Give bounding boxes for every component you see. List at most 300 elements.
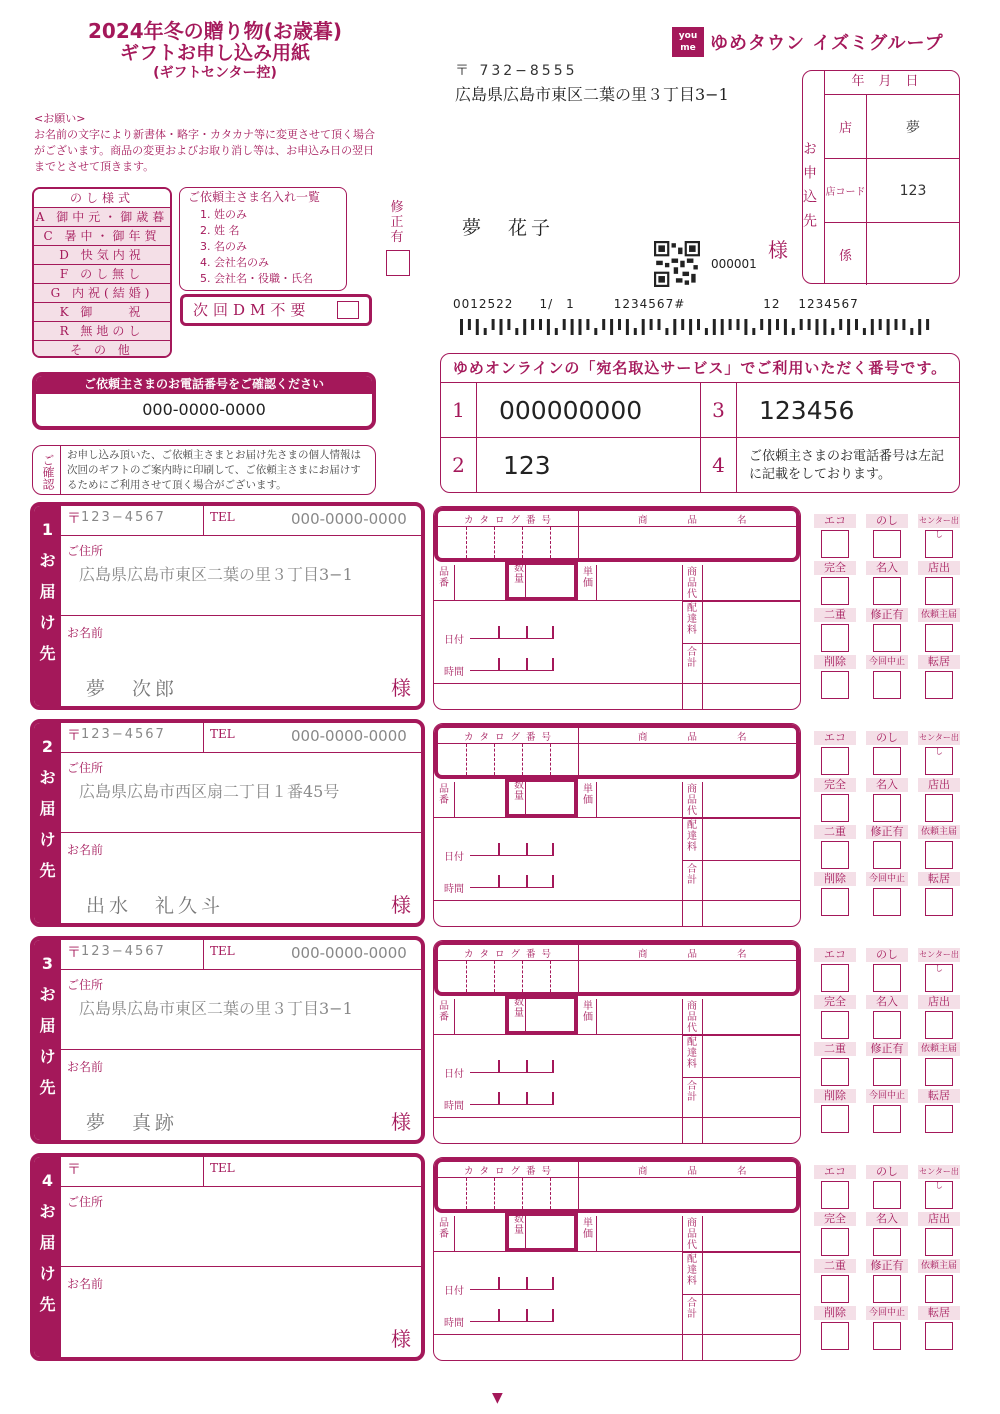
check-item [918,1165,960,1209]
check-box[interactable] [925,841,953,869]
check-item [918,608,960,652]
barcode-bar [681,319,684,330]
barcode-bar [784,319,787,335]
check-box[interactable] [873,577,901,605]
check-label: エコ [814,514,856,528]
check-item [866,872,908,916]
badge-bottom: me [680,43,696,53]
check-label: エコ [814,731,856,745]
tel-label: TEL [203,723,235,752]
check-box[interactable] [873,841,901,869]
noshi-item: C 暑中・御年賀 [34,227,170,246]
address-label: ご住所 [67,761,104,775]
check-item [918,1089,960,1133]
requester-name: 夢 花子 [462,217,555,239]
serial-number: 000001 [711,257,757,271]
online-service-box [440,353,960,493]
dest-name[interactable]: 夢 真跡 [86,1112,179,1134]
privacy-notice [32,445,376,495]
title-line2: ギフトお申し込み用紙 [119,42,310,64]
price-divider [702,1035,703,1144]
product-block [433,723,801,927]
dest-name[interactable]: 夢 次郎 [86,678,179,700]
check-item [814,1089,856,1133]
check-box[interactable] [873,1011,901,1039]
catalog-digit-divider [466,744,467,775]
check-box[interactable] [925,888,953,916]
catalog-digit-divider [466,527,467,558]
barcode-bar [468,319,471,330]
product-block [433,940,801,1144]
postal-barcode-icon [460,319,934,335]
noshi-item: F のし無し [34,265,170,284]
online-cell-value: ご依頼主さまのお電話番号は左記に記載をしております。 [749,449,945,482]
catalog-header [438,511,796,527]
check-label: エコ [814,1165,856,1179]
time-input[interactable] [470,876,554,888]
form-title [0,20,430,81]
check-box[interactable] [873,747,901,775]
catalog-no-label: カタログ番号 [464,1166,558,1177]
barcode-bar [594,328,597,335]
barcode-bar [816,319,819,335]
phone-confirm-box [32,372,376,430]
online-cell-num: 4 [701,438,737,492]
check-box[interactable] [925,577,953,605]
price-bottom-line [434,900,800,901]
catalog-divider [578,1162,579,1209]
check-item [814,561,856,605]
check-box[interactable] [821,530,849,558]
check-box[interactable] [925,1275,953,1303]
dest-zip[interactable]: 123−4567 [81,727,166,742]
product-price-label: 商品代 [687,567,697,600]
row-divider [525,565,526,597]
destination-block [30,719,425,927]
noshi-item: そ の 他 [34,341,170,358]
zip-mark: 〒 [67,1162,81,1178]
row-divider [682,782,683,817]
check-box[interactable] [925,1058,953,1086]
check-label: 転居 [918,655,960,669]
catalog-section [434,724,800,779]
dest-zip[interactable]: 123−4567 [81,510,166,525]
online-cell [441,438,701,493]
check-box[interactable] [821,1228,849,1256]
dest-address[interactable]: 広島県広島市東区二葉の里３丁目3−1 [79,565,353,584]
barcode-bar [902,319,905,330]
check-box[interactable] [873,671,901,699]
dest-tel[interactable]: 000-0000-0000 [291,510,407,528]
price-bottom-line [434,683,800,684]
check-label: 名入 [866,561,908,575]
catalog-header [438,1162,796,1178]
check-label: 店出 [918,561,960,575]
check-item [866,825,908,869]
noshi-item: K 御 祝 [34,303,170,322]
product-name-label: 商品名 [638,515,787,526]
product-price-label: 商品代 [687,1001,697,1034]
check-label: センター出し [919,1167,959,1190]
online-cell-num: 3 [701,383,737,437]
row-divider [525,1216,526,1248]
check-label: 転居 [918,1306,960,1320]
barcode-bar [863,328,866,335]
time-label: 時間 [444,1318,464,1329]
catalog-digit-divider [522,961,523,992]
check-label: 二重 [814,608,856,622]
check-box[interactable] [821,624,849,652]
zip-mark: 〒 [67,728,81,744]
quantity-label: 数量 [514,1214,524,1236]
check-label: のし [866,948,908,962]
check-label: センター出し [919,516,959,539]
barcode-bar [879,319,882,330]
address-label: ご住所 [67,1195,104,1209]
check-box[interactable] [821,1011,849,1039]
catalog-digit-divider [550,961,551,992]
check-item [814,995,856,1039]
barcode-bar [689,319,692,335]
destination-label: 2お届け先 [34,723,61,923]
youme-badge [672,27,704,57]
staff-value[interactable] [867,223,959,285]
time-input[interactable] [470,1310,554,1322]
check-label: 修正有 [866,1259,908,1273]
check-box[interactable] [873,1322,901,1350]
total-label: 合計 [687,647,697,669]
dest-honorific: 様 [391,1327,411,1351]
barcode-bar [910,328,913,335]
check-item [918,1259,960,1303]
check-label: 転居 [918,872,960,886]
check-box[interactable] [873,530,901,558]
item-no-label: 品番 [439,1001,449,1023]
name-label: お名前 [67,626,104,640]
dm-optout-checkbox[interactable] [337,301,359,319]
barcode-bar [792,328,795,335]
catalog-divider [578,511,579,558]
brand-name: ゆめタウン イズミグループ [710,33,944,54]
check-item [814,608,856,652]
check-label: 転居 [918,1089,960,1103]
catalog-digit-divider [494,1178,495,1209]
order-date-label: 年月日 [825,71,959,95]
item-qty-row [434,782,800,818]
check-label: のし [866,731,908,745]
check-label: 二重 [814,1259,856,1273]
quantity-box[interactable] [505,778,578,818]
check-box[interactable] [873,794,901,822]
product-block [433,1157,801,1361]
online-cell-num: 2 [441,438,477,492]
check-label: 名入 [866,1212,908,1226]
quantity-box[interactable] [505,995,578,1035]
barcode-bar [729,319,732,330]
brand-logo [672,30,944,54]
catalog-digit-divider [494,961,495,992]
check-label: 今回中止 [866,1306,908,1320]
check-box[interactable] [925,671,953,699]
check-item [814,1165,856,1209]
barcode-bar [752,328,755,335]
order-side-label: お申込先 [803,71,825,283]
check-box[interactable] [873,1275,901,1303]
store-code-label: 店コード [825,159,867,222]
check-box[interactable] [873,1058,901,1086]
check-item [918,561,960,605]
price-divider [682,1035,683,1144]
date-input[interactable] [470,1278,554,1290]
dest-tel[interactable]: 000-0000-0000 [291,944,407,962]
check-label: センター出し [919,950,959,973]
check-item [814,1212,856,1256]
check-box[interactable] [821,888,849,916]
privacy-label: ご確認 [33,446,61,494]
code-line: 0012522 1/ 1 1234567# 12 1234567 [453,297,859,311]
row-divider [596,782,597,817]
product-name-label: 商品名 [638,1166,787,1177]
shipping-label: 配達料 [687,1254,697,1287]
check-box[interactable] [821,841,849,869]
check-label: 二重 [814,1042,856,1056]
destination-label: 1お届け先 [34,506,61,706]
check-box[interactable] [873,964,901,992]
quantity-box[interactable] [505,1212,578,1252]
noshi-item: A 御中元・御歳暮 [34,208,170,227]
check-label: 店出 [918,1212,960,1226]
notice-block [34,111,379,175]
check-item [814,1306,856,1350]
barcode-bar [847,319,850,335]
total-label: 合計 [687,1081,697,1103]
barcode-bar [515,328,518,335]
date-input[interactable] [470,1061,554,1073]
check-item [918,948,960,992]
time-input[interactable] [470,659,554,671]
check-box[interactable] [821,1181,849,1209]
destination-label: 4お届け先 [34,1157,61,1357]
check-item [918,872,960,916]
correction-checkbox[interactable] [386,250,410,276]
row-divider [454,999,455,1034]
name-option: 2. 姓 名 [200,224,240,237]
check-label: 削除 [814,1306,856,1320]
check-item [814,825,856,869]
dest-address[interactable]: 広島県広島市西区扇二丁目１番45号 [79,782,340,801]
check-box[interactable] [873,888,901,916]
barcode-bar [642,319,645,335]
item-qty-row [434,999,800,1035]
requester-honorific: 様 [768,238,788,262]
item-no-label: 品番 [439,784,449,806]
check-box[interactable] [873,1181,901,1209]
time-label: 時間 [444,1101,464,1112]
check-box[interactable] [873,624,901,652]
catalog-section [434,941,800,996]
catalog-divider [578,728,579,775]
price-bottom-line [434,1117,800,1118]
dest-honorific: 様 [391,1110,411,1134]
check-label: センター出し [919,733,959,756]
check-label: 完全 [814,995,856,1009]
quantity-label: 数量 [514,780,524,802]
check-box[interactable] [821,671,849,699]
check-label: 完全 [814,1212,856,1226]
row-divider [596,999,597,1034]
check-box[interactable] [925,1011,953,1039]
catalog-no-label: カタログ番号 [464,949,558,960]
price-divider [682,1035,800,1036]
check-box[interactable] [821,577,849,605]
check-label: 削除 [814,655,856,669]
item-no-label: 品番 [439,1218,449,1240]
check-box[interactable] [821,747,849,775]
barcode-bar [808,319,811,330]
row-divider [525,999,526,1031]
check-box[interactable] [925,1322,953,1350]
dest-honorific: 様 [391,893,411,917]
check-box[interactable] [873,1105,901,1133]
check-box[interactable] [821,964,849,992]
catalog-digit-divider [494,527,495,558]
catalog-digit-divider [550,744,551,775]
barcode-bar [760,319,763,330]
badge-top: you [678,31,698,41]
unit-price-label: 単価 [583,784,593,806]
check-box[interactable] [925,794,953,822]
total-label: 合計 [687,864,697,886]
check-box[interactable] [925,624,953,652]
check-item [866,948,908,992]
address-row [61,536,421,616]
quantity-label: 数量 [514,997,524,1019]
zip-tel-row [61,723,421,753]
catalog-digit-divider [466,1178,467,1209]
barcode-bar [531,319,534,330]
notice-heading: <お願い> [34,112,86,125]
destination-block [30,936,425,1144]
check-item [866,1306,908,1350]
store-label: 店 [825,95,867,158]
barcode-bar [484,328,487,335]
check-label: 名入 [866,995,908,1009]
barcode-bar [579,319,582,335]
check-label: 修正有 [866,1042,908,1056]
barcode-bar [705,328,708,335]
barcode-bar [871,319,874,335]
catalog-no-label: カタログ番号 [464,515,558,526]
date-label: 日付 [444,852,464,863]
catalog-digit-divider [522,1178,523,1209]
date-input[interactable] [470,627,554,639]
check-item [814,655,856,699]
check-item [814,1042,856,1086]
dest-address[interactable]: 広島県広島市東区二葉の里３丁目3−1 [79,999,353,1018]
dest-name[interactable]: 出水 礼久斗 [86,895,225,917]
catalog-digit-divider [522,744,523,775]
phone-confirm-value[interactable]: 000-0000-0000 [142,400,266,419]
barcode-bar [800,319,803,330]
price-divider [702,818,703,927]
unit-price-label: 単価 [583,1218,593,1240]
dest-zip[interactable]: 123−4567 [81,944,166,959]
check-label: エコ [814,948,856,962]
item-no-label: 品番 [439,567,449,589]
quantity-label: 数量 [514,563,524,585]
check-item [866,1089,908,1133]
barcode-bar [610,319,613,335]
catalog-digit-divider [494,744,495,775]
quantity-box[interactable] [505,561,578,601]
check-item [866,514,908,558]
check-box[interactable] [821,1322,849,1350]
barcode-bar [539,319,542,330]
check-box[interactable] [821,1058,849,1086]
check-box[interactable] [873,1228,901,1256]
barcode-bar [602,319,605,330]
tel-label: TEL [203,1157,235,1186]
time-input[interactable] [470,1093,554,1105]
price-divider [682,818,683,927]
price-divider [682,1252,800,1253]
destination-block [30,1153,425,1361]
catalog-header [438,945,796,961]
requester-address: 広島県広島市東区二葉の里３丁目3−1 [455,85,729,104]
check-box[interactable] [821,1105,849,1133]
staff-label: 係 [825,223,867,285]
online-cell-value: 123456 [759,395,855,425]
barcode-bar [673,319,676,335]
check-box[interactable] [925,1105,953,1133]
check-box[interactable] [925,1228,953,1256]
price-divider [682,1294,800,1295]
row-divider [454,565,455,600]
catalog-digit-divider [550,1178,551,1209]
product-block [433,506,801,710]
catalog-section [434,507,800,562]
check-item [866,561,908,605]
barcode-bar [697,319,700,330]
date-input[interactable] [470,844,554,856]
online-cell [441,383,701,438]
barcode-bar [831,328,834,335]
dest-tel[interactable]: 000-0000-0000 [291,727,407,745]
check-item [918,731,960,775]
destination-label: 3お届け先 [34,940,61,1140]
check-item [814,514,856,558]
zip-tel-row [61,940,421,970]
check-item [866,1042,908,1086]
barcode-bar [618,319,621,330]
catalog-digit-divider [550,527,551,558]
price-divider [682,818,800,819]
name-label: お名前 [67,1060,104,1074]
store-code-value[interactable]: 123 [899,182,927,199]
tel-label: TEL [203,940,235,969]
check-label: 完全 [814,778,856,792]
check-item [918,1306,960,1350]
dm-optout-label: 次回DM不要 [193,301,311,319]
check-item [918,825,960,869]
store-value[interactable]: 夢 [906,119,920,136]
check-box[interactable] [821,794,849,822]
address-row [61,970,421,1050]
check-box[interactable] [821,1275,849,1303]
price-bottom-line [434,1334,800,1335]
barcode-bar [744,319,747,335]
barcode-bar [563,319,566,330]
